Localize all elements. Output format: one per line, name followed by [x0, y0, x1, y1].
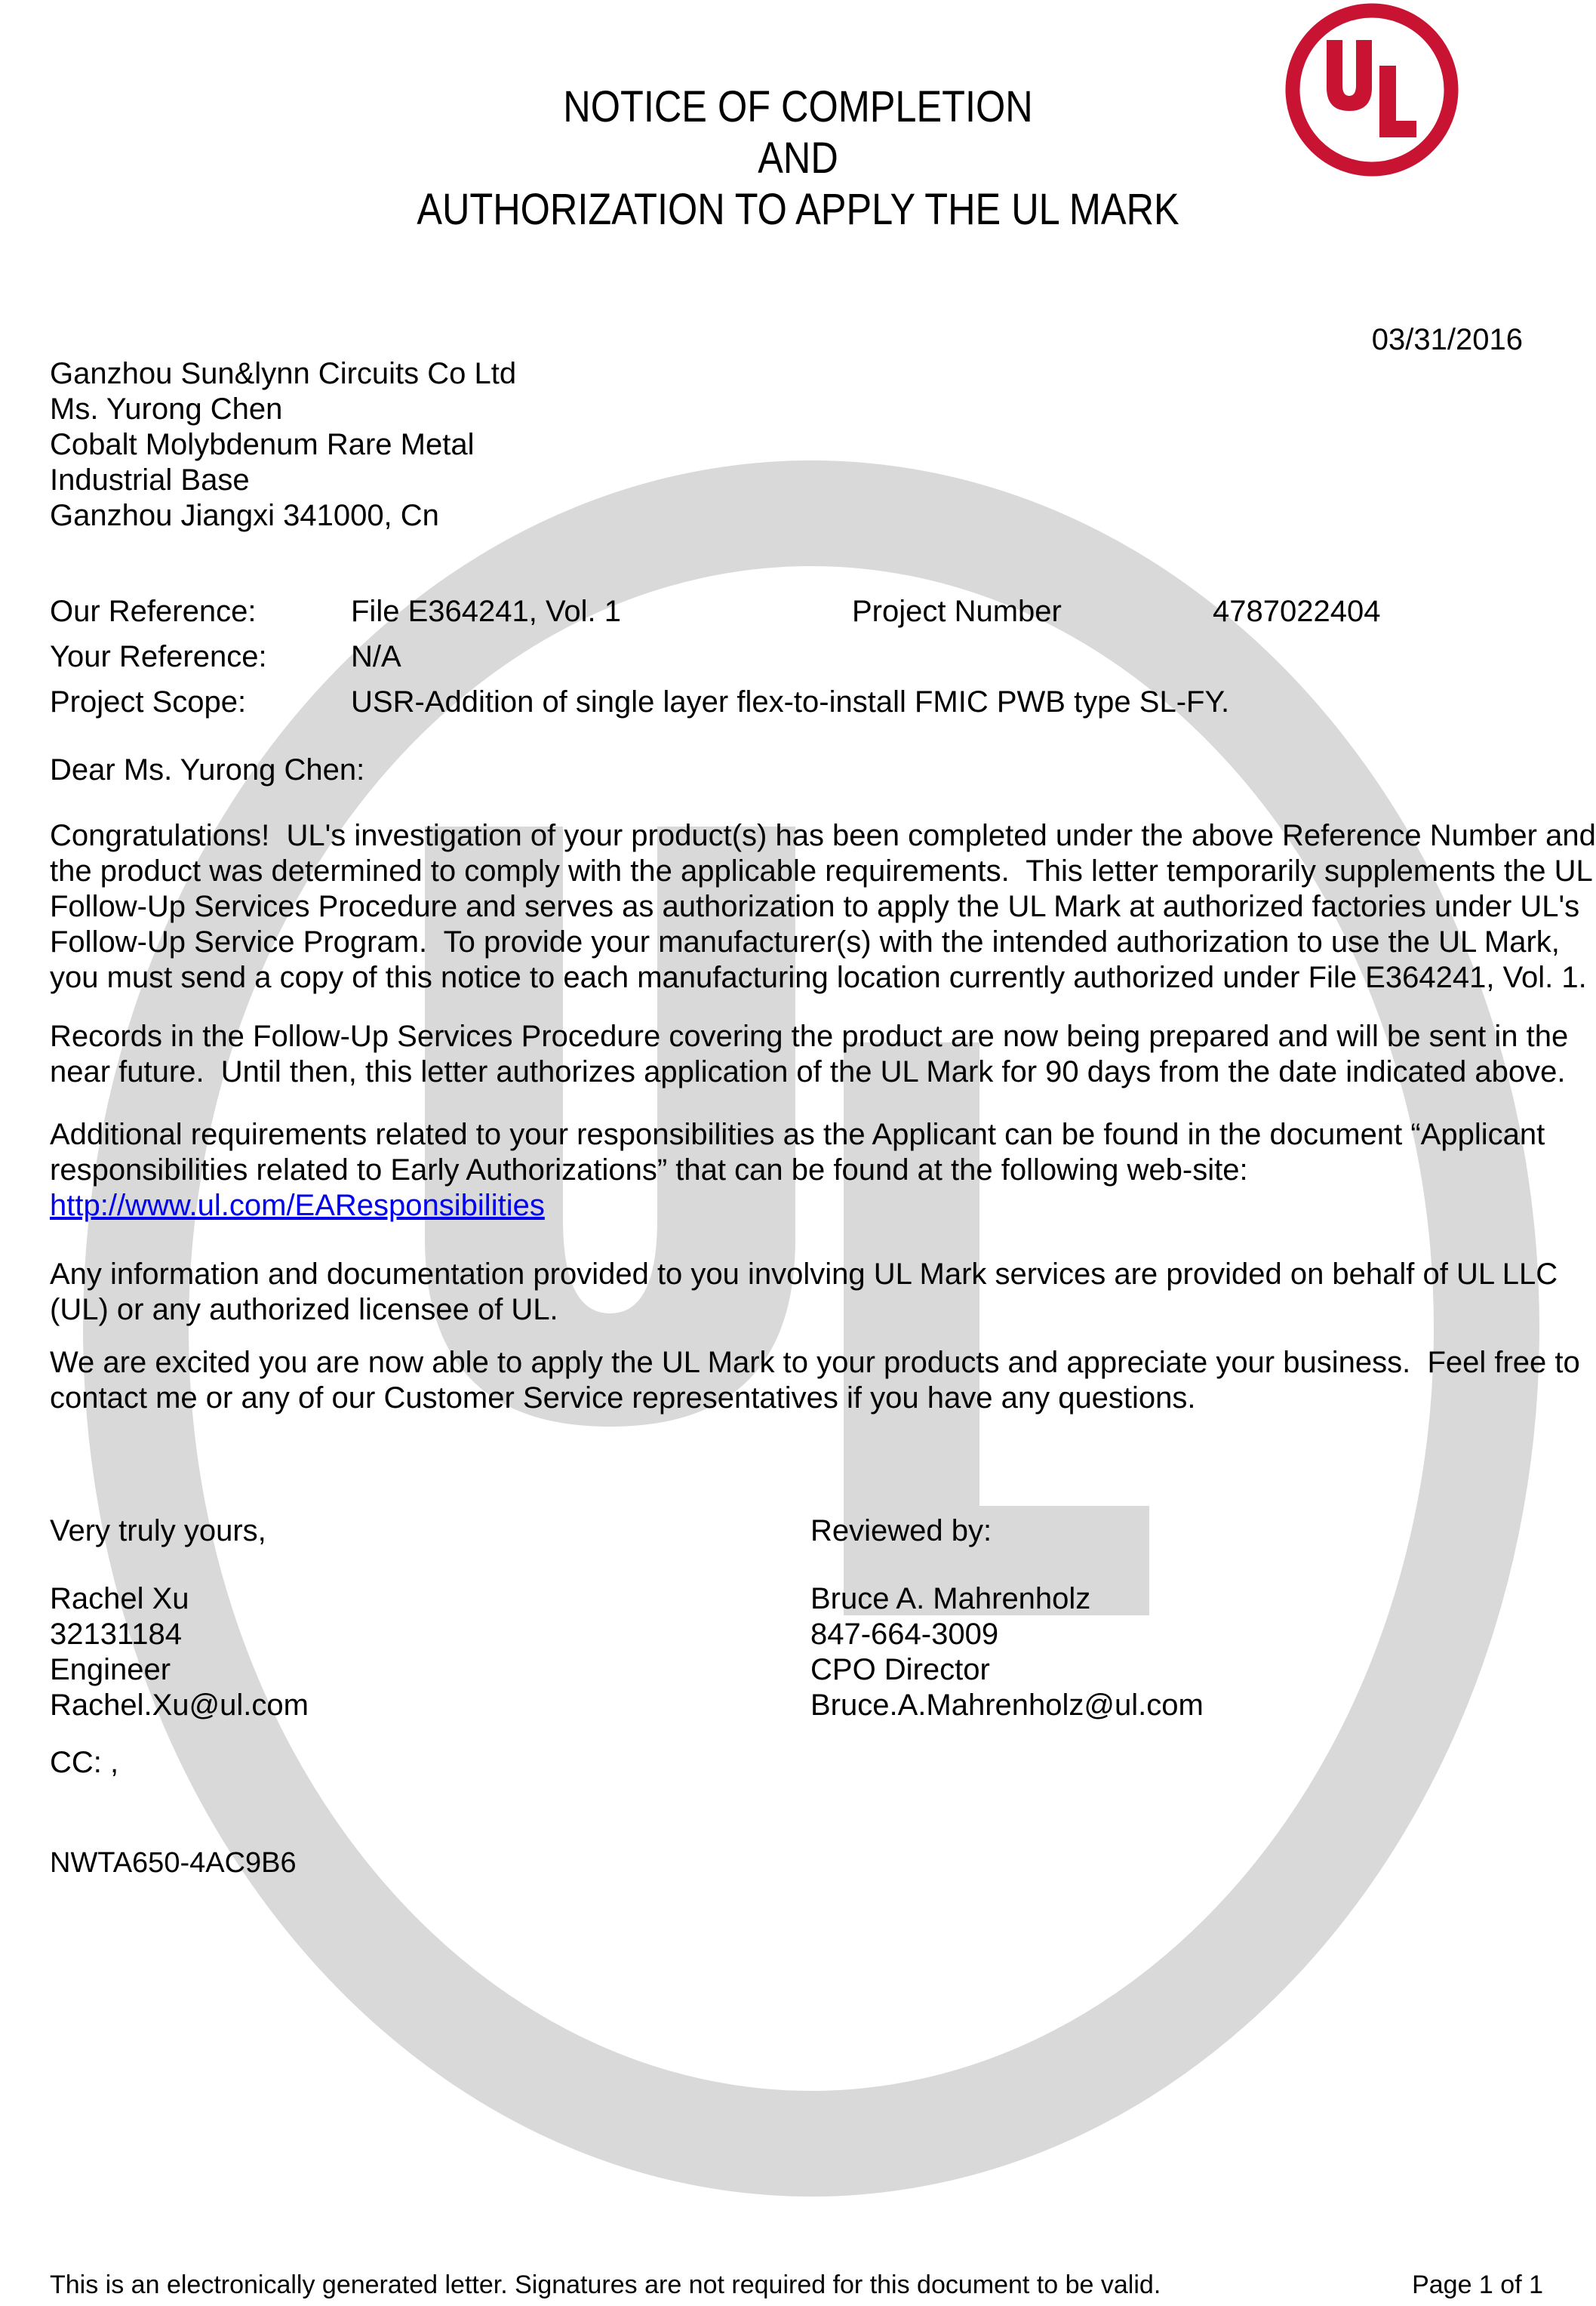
- text-line: Rachel.Xu@ul.com: [50, 1689, 309, 1722]
- closing-heading-right: Reviewed by:: [810, 1514, 992, 1547]
- reference-label: Project Scope:: [50, 685, 247, 719]
- reference-row-our: [50, 594, 1551, 630]
- text-line: AND: [758, 134, 838, 183]
- text-line: Ganzhou Sun&lynn Circuits Co Ltd: [50, 357, 517, 390]
- document-code: NWTA650-4AC9B6: [50, 1847, 297, 1879]
- text-line: Congratulations! UL's investigation of your product(s) has been completed under the above Reference Number and: [50, 819, 1596, 852]
- text-line: Cobalt Molybdenum Rare Metal: [50, 428, 475, 461]
- text-line: (UL) or any authorized licensee of UL.: [50, 1293, 558, 1326]
- text-line: Additional requirements related to your responsibilities as the Applicant can be found in the document “Applicant: [50, 1118, 1545, 1151]
- body-paragraph: [50, 1257, 1558, 1328]
- page-number: Page 1 of 1: [1412, 2271, 1543, 2299]
- text-line: Engineer: [50, 1653, 171, 1686]
- text-line: responsibilities related to Early Authorizations” that can be found at the following web-site:: [50, 1153, 1248, 1187]
- recipient-address: [50, 356, 516, 534]
- project-number-label: Project Number: [852, 595, 1062, 628]
- body-paragraph: [50, 1019, 1569, 1090]
- text-line: Ms. Yurong Chen: [50, 393, 283, 426]
- footer-disclaimer: This is an electronically generated letter. Signatures are not required for this document to be valid.: [50, 2271, 1161, 2299]
- text-line: Follow-Up Service Program. To provide your manufacturer(s) with the intended authorization to use the UL Mark,: [50, 925, 1560, 959]
- reference-label: Your Reference:: [50, 640, 267, 673]
- signer-details-right: [810, 1581, 1204, 1723]
- reference-value: File E364241, Vol. 1: [351, 595, 622, 628]
- text-line: AUTHORIZATION TO APPLY THE UL MARK: [417, 185, 1179, 234]
- salutation: Dear Ms. Yurong Chen:: [50, 753, 365, 787]
- text-line: Rachel Xu: [50, 1582, 189, 1615]
- text-line: NOTICE OF COMPLETION: [563, 82, 1033, 131]
- text-line: the product was determined to comply with the applicable requirements. This letter temporarily supplements the UL: [50, 854, 1593, 888]
- closing-heading-left: Very truly yours,: [50, 1514, 266, 1547]
- text-line: Records in the Follow-Up Services Procedure covering the product are now being prepared and will be sent in the: [50, 1020, 1569, 1053]
- text-line: Ganzhou Jiangxi 341000, Cn: [50, 499, 439, 532]
- letter-title: [0, 82, 1596, 236]
- text-line: contact me or any of our Customer Service representatives if you have any questions.: [50, 1381, 1196, 1415]
- body-paragraph: [50, 1345, 1580, 1416]
- reference-value: N/A: [351, 640, 401, 673]
- text-line: Any information and documentation provided to you involving UL Mark services are provided on behalf of UL LLC: [50, 1258, 1558, 1291]
- letter-date: 03/31/2016: [1371, 323, 1523, 356]
- text-line: Follow-Up Services Procedure and serves as authorization to apply the UL Mark at authorized factories under UL's: [50, 890, 1580, 923]
- text-line: Industrial Base: [50, 463, 250, 497]
- body-paragraph: [50, 1117, 1545, 1188]
- text-line: Bruce.A.Mahrenholz@ul.com: [810, 1689, 1204, 1722]
- text-line: We are excited you are now able to apply the UL Mark to your products and appreciate your business. Feel free to: [50, 1346, 1580, 1379]
- signer-details-left: [50, 1581, 309, 1723]
- project-number-value: 4787022404: [1213, 595, 1381, 628]
- text-line: CPO Director: [810, 1653, 990, 1686]
- text-line: 32131184: [50, 1618, 182, 1651]
- text-line: you must send a copy of this notice to each manufacturing location currently authorized under File E364241, Vol. 1.: [50, 961, 1587, 994]
- text-line: 847-664-3009: [810, 1618, 999, 1651]
- reference-row-your: [50, 639, 1551, 675]
- reference-value: USR-Addition of single layer flex-to-install FMIC PWB type SL-FY.: [351, 685, 1230, 719]
- cc-line: CC: ,: [50, 1746, 119, 1779]
- body-paragraph: [50, 818, 1596, 996]
- ea-responsibilities-link[interactable]: http://www.ul.com/EAResponsibilities: [50, 1189, 545, 1222]
- reference-row-scope: [50, 685, 1551, 720]
- text-line: near future. Until then, this letter authorizes application of the UL Mark for 90 days from the date indicated above.: [50, 1055, 1566, 1088]
- reference-label: Our Reference:: [50, 595, 257, 628]
- text-line: Bruce A. Mahrenholz: [810, 1582, 1091, 1615]
